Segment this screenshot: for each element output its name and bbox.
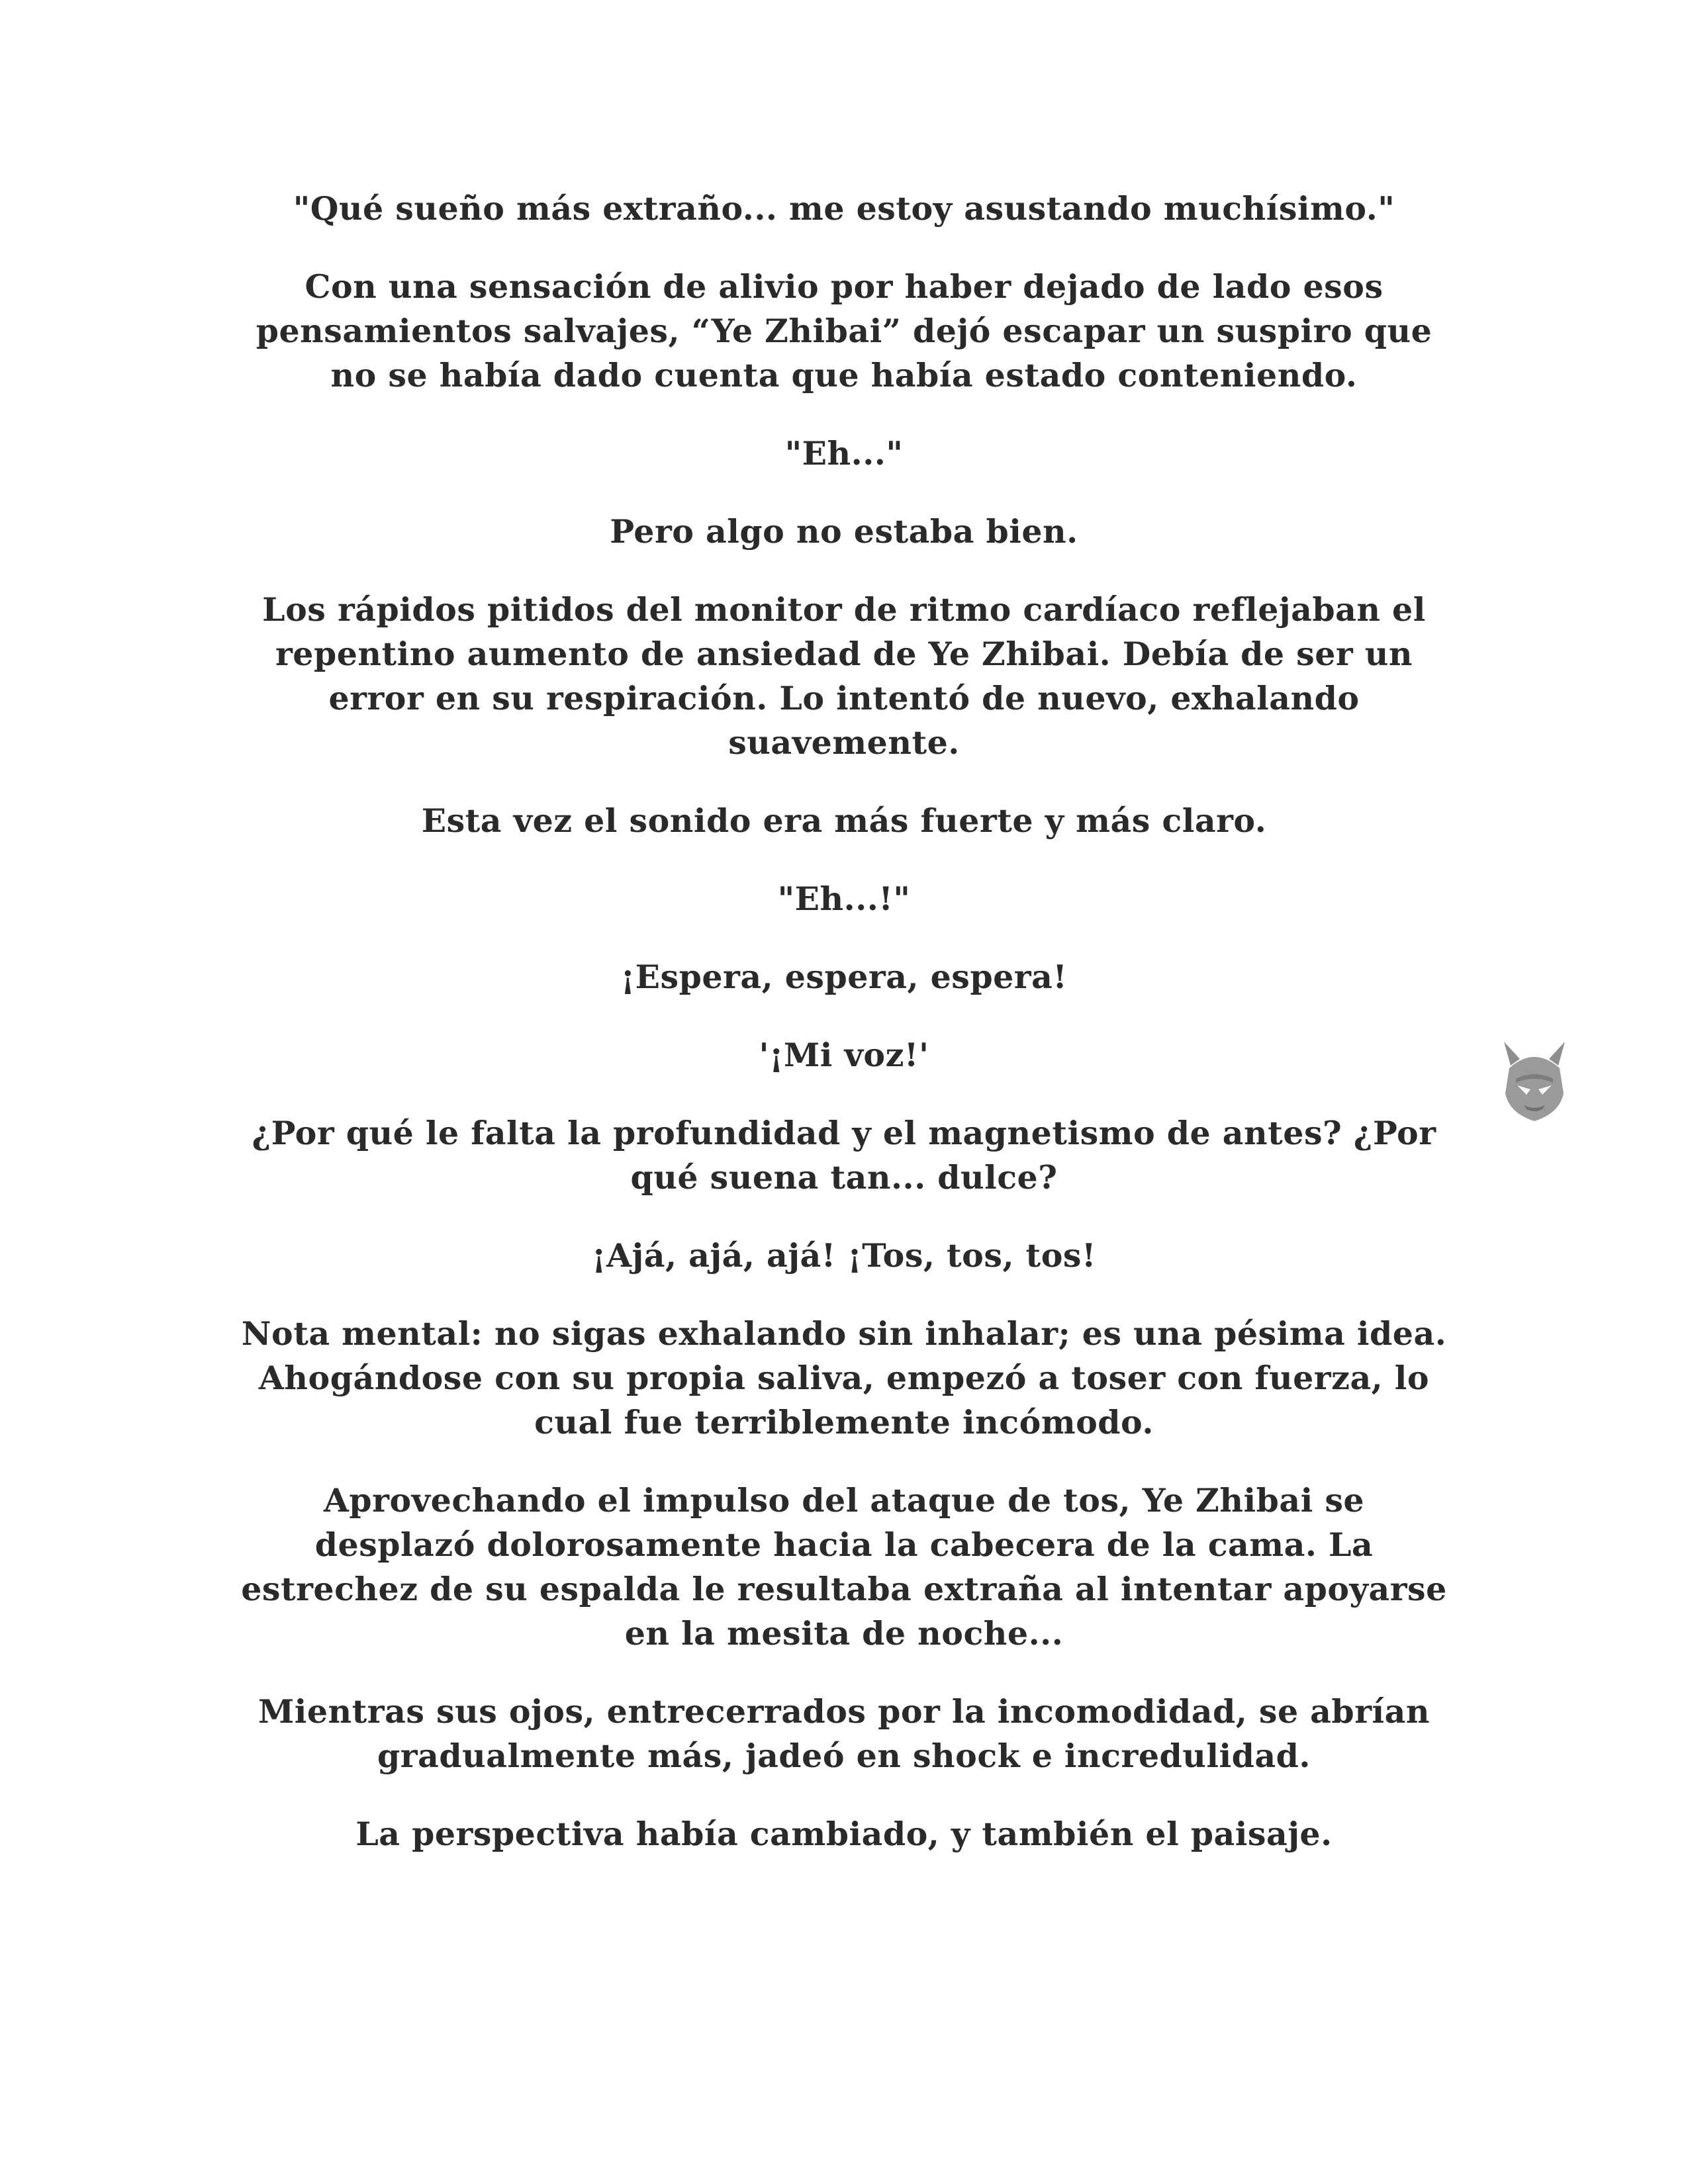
document-body (238, 187, 1450, 1890)
paragraph-1: "Qué sueño más extraño... me estoy asustando muchísimo." (293, 189, 1395, 228)
paragraph-15: La perspectiva había cambiado, y también el paisaje. (355, 1815, 1333, 1853)
paragraph-10: ¿Por qué le falta la profundidad y el magnetismo de antes? ¿Por qué suena tan... dulce? (252, 1114, 1436, 1197)
paragraph-11: ¡Ajá, ajá, ajá! ¡Tos, tos, tos! (592, 1236, 1096, 1275)
paragraph-13: Aprovechando el impulso del ataque de tos, Ye Zhibai se desplazó dolorosamente hacia la cabecera de la cama. La estrechez de su espalda le resultaba extraña al intentar apoyarse en la mesita de noche... (241, 1481, 1447, 1653)
paragraph-8: ¡Espera, espera, espera! (620, 958, 1068, 996)
paragraph-5: Los rápidos pitidos del monitor de ritmo cardíaco reflejaban el repentino aumento de ansiedad de Ye Zhibai. Debía de ser un error en su respiración. Lo intentó de nuevo, exhalando suavemente. (262, 590, 1426, 762)
paragraph-9: '¡Mi voz!' (759, 1036, 929, 1074)
paragraph-14: Mientras sus ojos, entrecerrados por la incomodidad, se abrían gradualmente más, jadeó en shock e incredulidad. (258, 1692, 1430, 1775)
paragraph-3: "Eh..." (784, 434, 904, 473)
paragraph-2: Con una sensación de alivio por haber dejado de lado esos pensamientos salvajes, “Ye Zhibai” dejó escapar un suspiro que no se había dado cuenta que había estado conteniendo. (256, 267, 1432, 394)
paragraph-6: Esta vez el sonido era más fuerte y más claro. (421, 801, 1267, 840)
paragraph-4: Pero algo no estaba bien. (610, 512, 1078, 551)
paragraph-12: Nota mental: no sigas exhalando sin inhalar; es una pésima idea. Ahogándose con su propia saliva, empezó a toser con fuerza, lo cual fue terriblemente incómodo. (241, 1314, 1447, 1441)
demon-mask-icon (1497, 1039, 1571, 1126)
paragraph-7: "Eh...!" (777, 880, 911, 918)
